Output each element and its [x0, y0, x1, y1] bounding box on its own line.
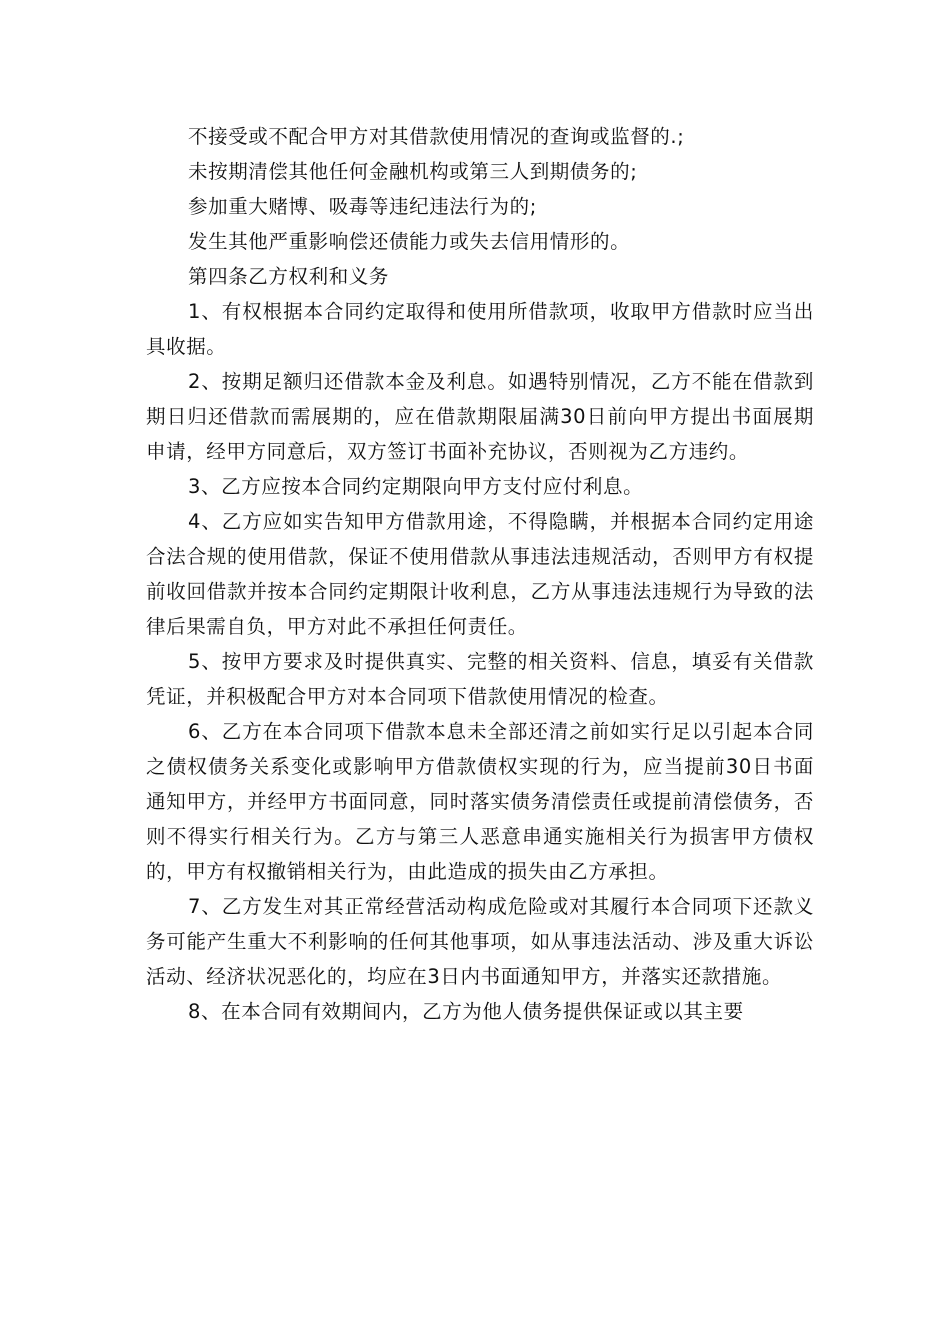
clause-6: 6、乙方在本合同项下借款本息未全部还清之前如实行足以引起本合同之债权债务关系变化或影响甲方借款债权实现的行为，应当提前30日书面通知甲方，并经甲方书面同意，同时落实债务清偿责任或提前清偿债务，否则不得实行相关行为。乙方与第三人恶意串通实施相关行为损害甲方债权的，甲方有权撤销相关行为，由此造成的损失由乙方承担。 [146, 720, 814, 883]
clause-4: 4、乙方应如实告知甲方借款用途，不得隐瞒，并根据本合同约定用途合法合规的使用借款，保证不使用借款从事违法违规活动，否则甲方有权提前收回借款并按本合同约定期限计收利息，乙方从事违法违规行为导致的法律后果需自负，甲方对此不承担任何责任。 [146, 510, 814, 638]
section-heading-article-4: 第四条乙方权利和义务 [188, 265, 390, 288]
paragraph-illegal-acts: 参加重大赌博、吸毒等违纪违法行为的; [188, 195, 537, 218]
paragraph-refuse-supervision: 不接受或不配合甲方对其借款使用情况的查询或监督的.; [188, 125, 685, 148]
clause-8: 8、在本合同有效期间内，乙方为他人债务提供保证或以其主要 [188, 1000, 744, 1023]
clause-3: 3、乙方应按本合同约定期限向甲方支付应付利息。 [188, 475, 644, 498]
document-body [146, 119, 814, 1029]
clause-5: 5、按甲方要求及时提供真实、完整的相关资料、信息，填妥有关借款凭证，并积极配合甲方对本合同项下借款使用情况的检查。 [146, 650, 814, 708]
clause-7: 7、乙方发生对其正常经营活动构成危险或对其履行本合同项下还款义务可能产生重大不利影响的任何其他事项，如从事违法活动、涉及重大诉讼活动、经济状况恶化的，均应在3日内书面通知甲方，并落实还款措施。 [146, 895, 814, 988]
clause-2: 2、按期足额归还借款本金及利息。如遇特别情况，乙方不能在借款到期日归还借款而需展期的，应在借款期限届满30日前向甲方提出书面展期申请，经甲方同意后，双方签订书面补充协议，否则视为乙方违约。 [146, 370, 814, 463]
clause-1: 1、有权根据本合同约定取得和使用所借款项，收取甲方借款时应当出具收据。 [146, 300, 814, 358]
paragraph-unpaid-debts: 未按期清偿其他任何金融机构或第三人到期债务的; [188, 160, 638, 183]
paragraph-credit-loss: 发生其他严重影响偿还债能力或失去信用情形的。 [188, 230, 631, 253]
